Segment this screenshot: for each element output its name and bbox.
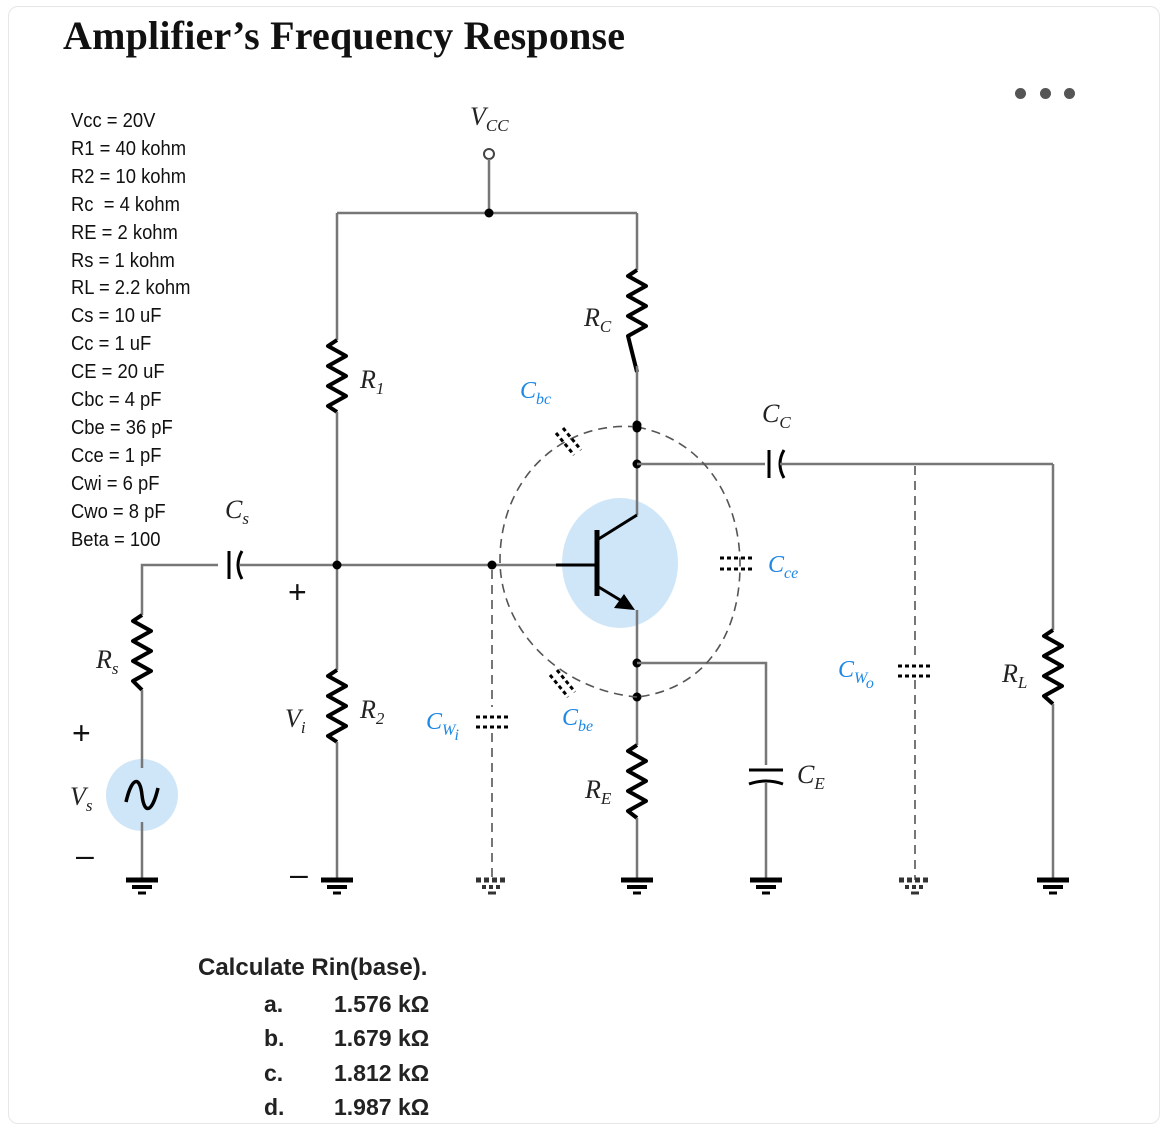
r1-resistor — [328, 340, 346, 412]
parameter-item: Beta = 100 — [71, 528, 161, 551]
answer-option[interactable] — [264, 987, 429, 1022]
parameter-item: Rc = 4 kohm — [71, 193, 180, 216]
option-letter: a. — [264, 990, 284, 1017]
rl-resistor — [1044, 630, 1062, 704]
parameter-item: Cbc = 4 pF — [71, 389, 162, 412]
parameter-item: CE = 20 uF — [71, 361, 165, 384]
cbe-label: $C_{be}$ — [562, 705, 594, 735]
option-letter: b. — [264, 1025, 285, 1052]
r1-label: $R_1$ — [360, 365, 385, 398]
parameter-item: Cc = 1 uF — [71, 333, 152, 356]
parameter-item: Cwo = 8 pF — [71, 500, 166, 523]
option-value: 1.679 kΩ — [334, 1025, 430, 1052]
cs-label: $C_s$ — [225, 495, 249, 528]
cce-label: $C_{ce}$ — [768, 552, 799, 582]
ground-icon — [476, 880, 508, 893]
rs-resistor — [133, 615, 151, 690]
ground-icon — [621, 880, 653, 893]
re-label: $R_E$ — [585, 775, 612, 808]
option-letter: d. — [264, 1094, 285, 1121]
parameter-item: Rs = 1 kohm — [71, 249, 175, 272]
ce-label: $C_E$ — [797, 760, 825, 793]
ce-capacitor — [749, 770, 783, 784]
junction-dot — [485, 209, 494, 218]
parameter-item: Cs = 10 uF — [71, 305, 162, 328]
cwi-label: $C_{Wi}$ — [426, 709, 459, 744]
parameter-item: Cce = 1 pF — [71, 444, 162, 467]
option-value: 1.987 kΩ — [334, 1094, 430, 1121]
question-text: Calculate Rin(base). — [198, 954, 428, 981]
r2-resistor — [328, 670, 346, 742]
cwi-capacitor — [476, 717, 510, 727]
rs-label: $R_s$ — [96, 645, 119, 678]
parameter-item: Vcc = 20V — [71, 110, 156, 132]
option-value: 1.812 kΩ — [334, 1059, 430, 1086]
cc-label: $C_C$ — [762, 399, 791, 432]
vcc-terminal — [484, 149, 494, 213]
vi-label: $V_i$ — [285, 704, 306, 737]
option-letter: c. — [264, 1059, 284, 1086]
parameter-item: R1 = 40 kohm — [71, 137, 187, 160]
parameter-item: Cwi = 6 pF — [71, 472, 160, 495]
cce-capacitor — [720, 558, 754, 569]
ground-icon — [321, 880, 353, 893]
ground-icon — [126, 880, 158, 893]
answer-option[interactable] — [264, 1056, 429, 1091]
vcc-label: $V_{CC}$ — [470, 102, 509, 135]
parameter-item: R2 = 10 kohm — [71, 165, 187, 188]
answer-options — [264, 987, 429, 1125]
vs-minus-sign: – — [76, 837, 94, 873]
parameter-item: RE = 2 kohm — [71, 221, 178, 244]
r2-label: $R_2$ — [360, 695, 385, 728]
option-value: 1.576 kΩ — [334, 990, 430, 1017]
vi-minus-sign: – — [290, 856, 308, 892]
rl-label: $R_L$ — [1002, 659, 1028, 692]
ground-icon — [750, 880, 782, 893]
vs-plus-sign: + — [72, 715, 91, 751]
vs-label: $V_s$ — [70, 782, 93, 815]
cbc-label: $C_{bc}$ — [520, 378, 552, 408]
ground-icon — [1037, 880, 1069, 893]
cwo-label: $C_{Wo}$ — [838, 657, 874, 692]
page-title: Amplifier’s Frequency Response — [63, 13, 626, 58]
answer-option[interactable] — [264, 1091, 429, 1126]
answer-option[interactable] — [264, 1022, 429, 1057]
vi-plus-sign: + — [288, 574, 307, 610]
parameter-item: Cbe = 36 pF — [71, 416, 173, 439]
cwo-capacitor — [898, 666, 932, 676]
rc-label: $R_C$ — [584, 303, 612, 336]
cbe-capacitor — [550, 670, 575, 697]
rc-resistor — [628, 270, 646, 372]
re-resistor — [628, 745, 646, 818]
cbc-capacitor — [556, 428, 581, 455]
parameter-item: RL = 2.2 kohm — [71, 277, 191, 300]
ground-icon — [899, 880, 931, 893]
